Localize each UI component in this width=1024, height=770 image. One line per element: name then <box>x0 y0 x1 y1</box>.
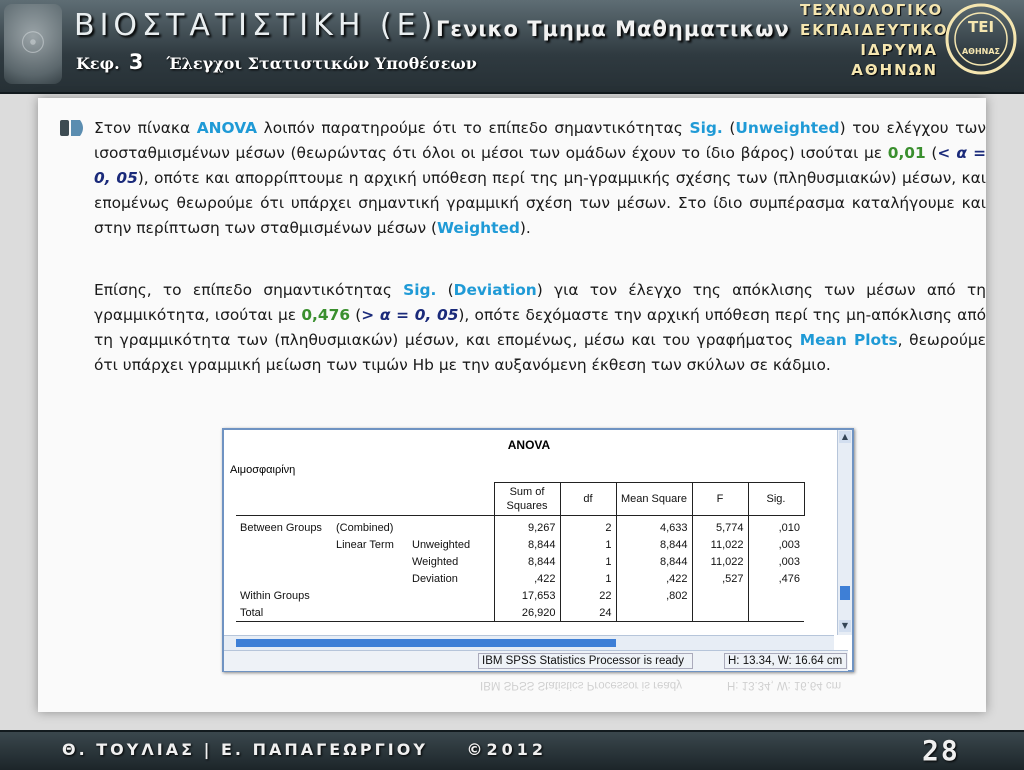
logo-ring-text: ΑΘΗΝΑΣ <box>961 47 1001 56</box>
cell: Between Groups <box>240 521 322 534</box>
spss-viewer-pane <box>224 430 834 635</box>
institution-name <box>800 0 949 80</box>
page-number: 28 <box>922 734 960 767</box>
cell <box>236 570 332 587</box>
value-deviation-sig: 0,476 <box>301 306 351 324</box>
cell-sum-of-squares: ,422 <box>494 570 560 587</box>
institution-line: ΕΚΠΑΙΔΕΥΤΙΚΟ <box>800 21 949 39</box>
cell-mean-square: ,422 <box>616 570 692 587</box>
footer-authors <box>62 740 547 759</box>
cell-sum-of-squares: 17,653 <box>494 587 560 604</box>
value-unweighted-sig: 0,01 <box>887 144 926 162</box>
scrollbar-thumb[interactable] <box>236 639 616 647</box>
anova-variable-label: Αιμοσφαιρίνη <box>230 464 296 476</box>
math-alpha-less: < α = 0, 05 <box>94 144 986 187</box>
paragraph-deviation: Επίσης, το επίπεδο σημαντικότητας Sig. (Deviation) για τον έλεγχο της απόκλισης των μέσων από τη γραμμικότητα, ισούται με 0,476 (> α = 0, 05), οπότε δεχόμαστε την αρχική υπόθεση περί της μη-απόκλισης από τη γραμμικότητα των (πληθυσμιακών) μέσων, και επομένως, μέσω και του γραφήματος Mean Plots, θεωρούμε ότι υπάρχει γραμμική μείωση των τιμών Hb με την αυξανόμενη έκθεση των σκύλων σε κάδμιο. <box>94 281 986 374</box>
cell-f: 5,774 <box>692 516 748 537</box>
chapter-label: Κεφ. <box>76 54 120 73</box>
cell-sig: ,003 <box>748 536 804 553</box>
tei-logo-icon <box>944 2 1018 76</box>
header-sig: Sig. <box>748 483 804 516</box>
math-alpha-greater: > α = 0, 05 <box>361 306 459 324</box>
cell <box>236 553 332 570</box>
copyright-year: ©2012 <box>466 740 548 759</box>
cell-df: 1 <box>560 536 616 553</box>
logo-text: ΤΕΙ <box>967 18 995 36</box>
term-anova: ANOVA <box>196 119 258 137</box>
page-size-status: H: 13.34, W: 16.64 cm <box>724 653 847 669</box>
header-sum-of-squares: Sum of Squares <box>494 483 560 516</box>
cell-mean-square <box>616 604 692 622</box>
window-reflection <box>222 672 850 694</box>
scroll-up-icon[interactable]: ▲ <box>839 431 851 443</box>
term-weighted: Weighted <box>436 219 520 237</box>
term-deviation: Deviation <box>453 281 537 299</box>
cell-df: 2 <box>560 516 616 537</box>
cell <box>332 570 408 587</box>
cell-df: 1 <box>560 553 616 570</box>
chapter-topic: Έλεγχοι Στατιστικών Υποθέσεων <box>166 54 477 73</box>
cell-sum-of-squares: 9,267 <box>494 516 560 537</box>
table-row <box>236 516 804 537</box>
cell-mean-square: 4,633 <box>616 516 692 537</box>
cell: (Combined) <box>336 521 394 534</box>
authors-text: Θ. ΤΟΥΛΙΑΣ | Ε. ΠΑΠΑΓΕΩΡΓΙΟΥ <box>62 740 428 759</box>
table-row <box>236 553 804 570</box>
processor-status: IBM SPSS Statistics Processor is ready <box>478 653 693 669</box>
cell-df: 24 <box>560 604 616 622</box>
anova-table <box>236 482 805 622</box>
table-row <box>236 570 804 587</box>
cell-f: ,527 <box>692 570 748 587</box>
vertical-scrollbar[interactable] <box>837 430 852 635</box>
department-title: Γενικο Τμημα Μαθηματικων <box>436 17 790 41</box>
slide-footer <box>0 730 1024 770</box>
cell <box>408 604 494 622</box>
cell-sig: ,003 <box>748 553 804 570</box>
cell-df: 22 <box>560 587 616 604</box>
term-sig: Sig. <box>403 281 437 299</box>
header-mean-square: Mean Square <box>616 483 692 516</box>
cell <box>408 516 494 537</box>
term-mean-plots: Mean Plots <box>799 331 898 349</box>
cell-mean-square: 8,844 <box>616 536 692 553</box>
cell: Deviation <box>412 572 458 585</box>
cell-df: 1 <box>560 570 616 587</box>
table-row <box>236 536 804 553</box>
cell <box>236 536 332 553</box>
course-title: ΒΙΟΣΤΑΤΙΣΤΙΚΗ (Ε) <box>74 8 438 43</box>
cell-mean-square: 8,844 <box>616 553 692 570</box>
reflection-processor-status: IBM SPSS Statistics Processor is ready <box>480 679 682 691</box>
cell-f <box>692 587 748 604</box>
cell <box>332 587 408 604</box>
scroll-down-icon[interactable]: ▼ <box>839 620 851 632</box>
institution-line: ΑΘΗΝΩΝ <box>851 61 938 79</box>
institution-line: ΤΕΧΝΟΛΟΓΙΚΟ <box>800 1 944 19</box>
cell <box>332 553 408 570</box>
table-row <box>236 587 804 604</box>
table-row <box>236 604 804 622</box>
cell <box>408 587 494 604</box>
status-bar <box>224 650 848 671</box>
paragraph-anova: Στον πίνακα ANOVA λοιπόν παρατηρούμε ότι το επίπεδο σημαντικότητας Sig. (Unweighted) του ελέγχου των ισοσταθμισμένων μέσων (θεωρώντας ότι όλοι οι μέσοι των ομάδων έχουν το ίδιο βάρος) ισούται με 0,01 (< α = 0, 05), οπότε και απορρίπτουμε η αρχική υπόθεση περί της μη-γραμμικής σχέσης των (πληθυσμιακών) μέσων, και επομένως θεωρούμε ότι υπάρχει σημαντική γραμμική σχέση των μέσων. Στο ίδιο συμπέρασμα καταλήγουμε και στην περίπτωση των σταθμισμένων μέσων (Weighted). <box>94 119 986 237</box>
chapter-number: 3 <box>128 50 144 74</box>
term-sig: Sig. <box>689 119 723 137</box>
cell-sum-of-squares: 8,844 <box>494 553 560 570</box>
cell: Within Groups <box>240 589 310 602</box>
chapter-line <box>76 50 477 74</box>
athena-emblem-icon: ☉ <box>4 4 62 84</box>
spss-output-window <box>222 428 854 672</box>
cell-sig <box>748 587 804 604</box>
header-df: df <box>560 483 616 516</box>
horizontal-scrollbar[interactable] <box>224 635 834 650</box>
cell-sum-of-squares: 8,844 <box>494 536 560 553</box>
institution-line: ΙΔΡΥΜΑ <box>860 41 938 59</box>
cell-f: 11,022 <box>692 553 748 570</box>
reflection-size-status: H: 13.34, W: 16.64 cm <box>727 679 842 691</box>
anova-table-title: ANOVA <box>507 438 551 452</box>
cell-mean-square: ,802 <box>616 587 692 604</box>
cell: Linear Term <box>336 538 394 551</box>
scrollbar-thumb[interactable] <box>840 586 850 600</box>
table-header-row <box>236 483 804 516</box>
cell <box>332 604 408 622</box>
cell: Weighted <box>412 555 459 568</box>
cell-sig: ,010 <box>748 516 804 537</box>
header-f: F <box>692 483 748 516</box>
cell-sum-of-squares: 26,920 <box>494 604 560 622</box>
cell-f <box>692 604 748 622</box>
bullet-arrow-icon <box>60 120 86 136</box>
cell-sig: ,476 <box>748 570 804 587</box>
cell-sig <box>748 604 804 622</box>
content-panel <box>38 98 986 712</box>
term-unweighted: Unweighted <box>735 119 840 137</box>
cell-f: 11,022 <box>692 536 748 553</box>
slide-header <box>0 0 1024 94</box>
cell: Total <box>236 604 332 622</box>
cell: Unweighted <box>412 538 471 551</box>
